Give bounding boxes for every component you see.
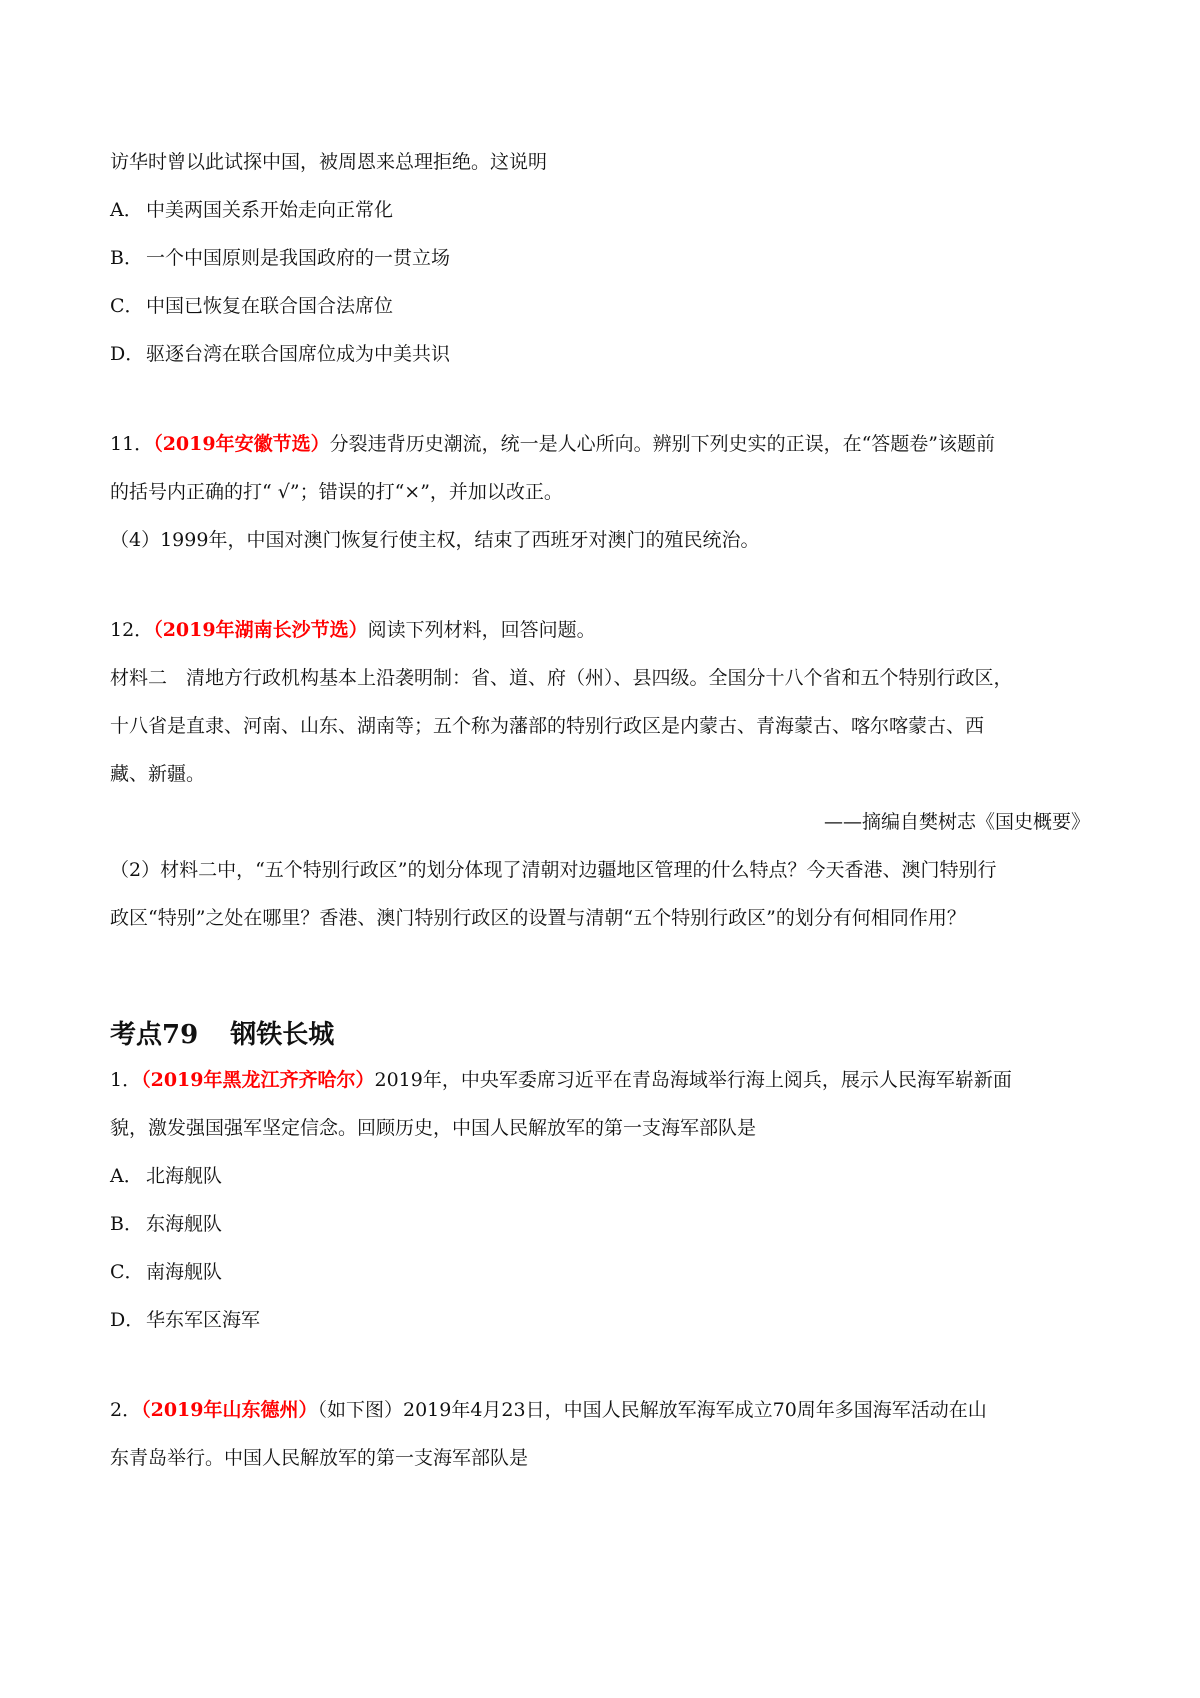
section-question-2-line-2: 东青岛举行。中国人民解放军的第一支海军部队是: [110, 1447, 529, 1469]
question-number: 11．: [110, 433, 154, 455]
material-attribution: ——摘编自樊树志《国史概要》: [823, 811, 1090, 833]
question-11: [110, 432, 1100, 456]
option-letter: A．: [110, 199, 143, 221]
option-text: 驱逐台湾在联合国席位成为中美共识: [146, 343, 451, 365]
option-text: 北海舰队: [146, 1165, 223, 1187]
question-source: （2019年山东德州）: [141, 1399, 318, 1421]
option-text: 南海舰队: [146, 1261, 223, 1283]
option-text: 华东军区海军: [146, 1309, 261, 1331]
question-text: 分裂违背历史潮流，统一是人心所向。辨别下列史实的正误，在“答题卷”该题前: [329, 433, 996, 455]
question-12: [110, 618, 1100, 642]
option-a[interactable]: [110, 1164, 1100, 1188]
option-letter: B．: [110, 247, 143, 269]
option-text: 中国已恢复在联合国合法席位: [146, 295, 394, 317]
option-b[interactable]: [110, 246, 1100, 270]
option-text: 中美两国关系开始走向正常化: [146, 199, 394, 221]
option-letter: C．: [110, 1261, 144, 1283]
question-number: 2．: [110, 1399, 142, 1421]
option-d[interactable]: [110, 1308, 1100, 1332]
option-c[interactable]: [110, 1260, 1100, 1284]
option-letter: C．: [110, 295, 144, 317]
option-b[interactable]: [110, 1212, 1100, 1236]
option-a[interactable]: [110, 198, 1100, 222]
option-text: 一个中国原则是我国政府的一贯立场: [146, 247, 451, 269]
option-text: 东海舰队: [146, 1213, 223, 1235]
question-text: （如下图）2019年4月23日，中国人民解放军海军成立70周年多国海军活动在山: [317, 1399, 987, 1421]
option-letter: D．: [110, 343, 145, 365]
material-line: 十八省是直隶、河南、山东、湖南等；五个称为藩部的特别行政区是内蒙古、青海蒙古、喀尔喀蒙古、西: [110, 715, 985, 737]
material-line: 材料二 清地方行政机构基本上沿袭明制：省、道、府（州）、县四级。全国分十八个省和五个特别行政区，: [110, 667, 1013, 689]
option-c[interactable]: [110, 294, 1100, 318]
section-title: 钢铁长城: [230, 1020, 335, 1050]
question-source: （2019年安徽节选）: [153, 433, 330, 455]
question-11-item-4: （4）1999年，中国对澳门恢复行使主权，结束了西班牙对澳门的殖民统治。: [110, 529, 760, 551]
question-source: （2019年黑龙江齐齐哈尔）: [141, 1069, 375, 1091]
document-page: [110, 150, 1100, 1470]
question-number: 12．: [110, 619, 154, 641]
option-letter: B．: [110, 1213, 143, 1235]
option-letter: A．: [110, 1165, 143, 1187]
question-11-line-2: 的括号内正确的打“ √”；错误的打“×”，并加以改正。: [110, 481, 563, 503]
section-question-1: [110, 1068, 1100, 1092]
section-question-2: [110, 1398, 1100, 1422]
question-source: （2019年湖南长沙节选）: [153, 619, 368, 641]
option-letter: D．: [110, 1309, 145, 1331]
question-number: 1．: [110, 1069, 142, 1091]
question-12-sub-2-line-2: 政区“特别”之处在哪里？香港、澳门特别行政区的设置与清朝“五个特别行政区”的划分有何相同作用？: [110, 907, 966, 929]
question-12-sub-2: （2）材料二中，“五个特别行政区”的划分体现了清朝对边疆地区管理的什么特点？今天香港、澳门特别行: [110, 859, 997, 881]
material-line: 藏、新疆。: [110, 763, 206, 785]
section-heading: [110, 1020, 1100, 1050]
section-code: 考点79: [110, 1020, 199, 1050]
question-stem-tail: 访华时曾以此试探中国，被周恩来总理拒绝。这说明: [110, 151, 548, 173]
section-question-1-line-2: 貌，激发强国强军坚定信念。回顾历史，中国人民解放军的第一支海军部队是: [110, 1117, 757, 1139]
question-text: 阅读下列材料，回答问题。: [367, 619, 596, 641]
question-text: 2019年，中央军委席习近平在青岛海域举行海上阅兵，展示人民海军崭新面: [374, 1069, 1012, 1091]
option-d[interactable]: [110, 342, 1100, 366]
